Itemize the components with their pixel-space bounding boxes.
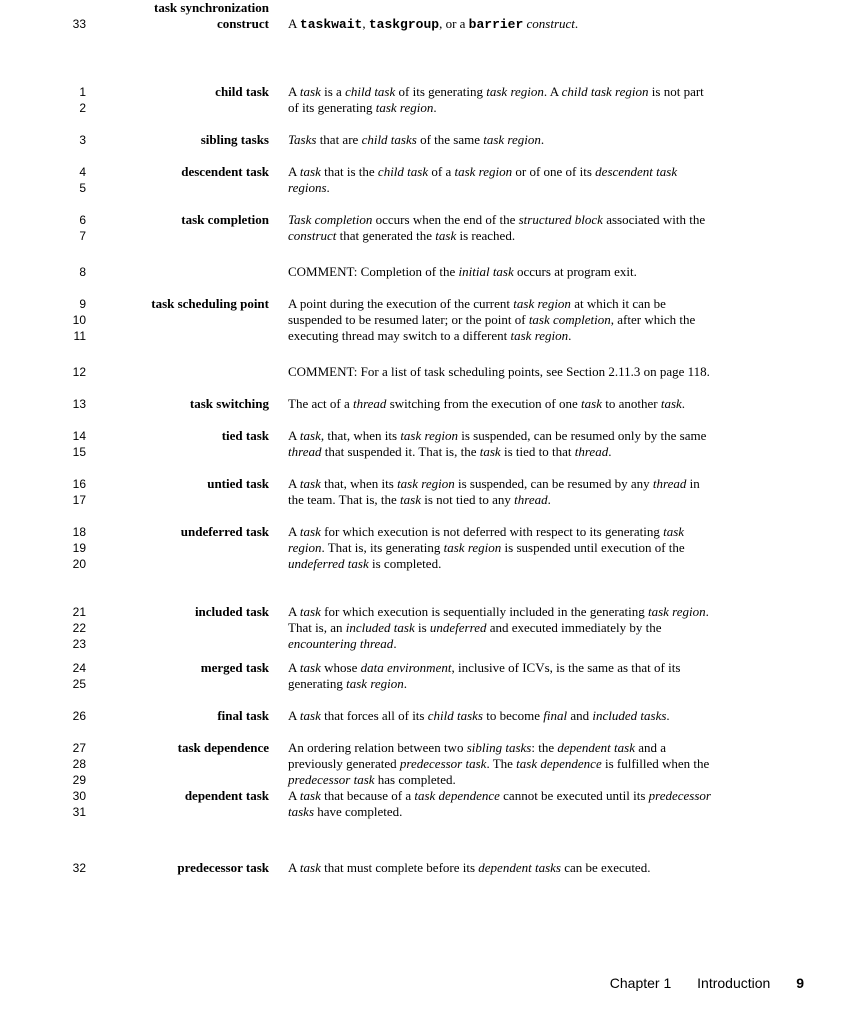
line-numbers (62, 364, 86, 380)
text-run: . (547, 492, 551, 507)
emphasized-term: structured block (518, 212, 603, 227)
line-numbers (62, 860, 86, 876)
text-run: that suspended it. That is, the (321, 444, 480, 459)
text-run: A (288, 428, 300, 443)
term-text: task switching (189, 396, 269, 411)
line-number: 1 (79, 85, 86, 99)
term-text: merged task (200, 660, 269, 675)
text-run: have completed. (314, 804, 403, 819)
line-number: 7 (79, 229, 86, 243)
glossary-term (222, 428, 269, 444)
definition-line (288, 212, 806, 228)
emphasized-term: data environment (360, 660, 452, 675)
code-keyword: taskgroup (368, 17, 440, 32)
emphasized-term: task (660, 396, 682, 411)
term-text: task completion (181, 212, 269, 227)
emphasized-term: task region (647, 604, 706, 619)
text-run: switching from the execution of one (386, 396, 582, 411)
line-number: 18 (72, 525, 86, 539)
glossary-term (195, 604, 269, 620)
emphasized-term: child task (377, 164, 429, 179)
text-run: An ordering relation between two (288, 740, 467, 755)
term-text: included task (194, 604, 269, 619)
term-text: child task (215, 84, 269, 99)
emphasized-term: construct (526, 16, 575, 31)
emphasized-term: task region (510, 328, 569, 343)
definition-line (288, 620, 806, 636)
definition-line (288, 676, 806, 692)
definition-line (288, 264, 806, 280)
definition-line (288, 180, 806, 196)
emphasized-term: included task (345, 620, 415, 635)
emphasized-term: task dependence (516, 756, 602, 771)
page-footer (588, 975, 804, 991)
text-run: or of one of its (512, 164, 596, 179)
emphasized-term: thread (352, 396, 387, 411)
emphasized-term: task region (513, 296, 571, 311)
emphasized-term: predecessor task (399, 756, 487, 771)
definition-line (288, 296, 806, 312)
emphasized-term: task (435, 228, 457, 243)
text-run: and (567, 708, 593, 723)
text-run: to become (482, 708, 544, 723)
glossary-term (217, 708, 269, 724)
definition-line (288, 312, 806, 328)
line-number: 22 (72, 621, 86, 635)
emphasized-term: construct (288, 228, 337, 243)
emphasized-term: child task region (561, 84, 649, 99)
definition-line (288, 84, 806, 100)
line-numbers (62, 264, 86, 280)
emphasized-term: initial task (458, 264, 514, 279)
definition-line (288, 364, 806, 380)
emphasized-term: regions (288, 180, 327, 195)
glossary-definition (288, 264, 806, 280)
glossary-definition (288, 788, 806, 820)
text-run: is suspended until execution of the (501, 540, 685, 555)
text-run: A point during the execution of the current (288, 296, 514, 311)
text-run: associated with the (602, 212, 706, 227)
text-run: is not part (648, 84, 704, 99)
emphasized-term: Task completion (288, 212, 373, 227)
text-run: that are (316, 132, 362, 147)
term-text: task scheduling point (151, 296, 269, 311)
definition-line (288, 756, 806, 772)
definition-line (288, 772, 806, 788)
glossary-term (178, 740, 269, 756)
line-numbers (62, 476, 86, 508)
line-number: 2 (79, 101, 86, 115)
definition-line (288, 524, 806, 540)
text-run: is (414, 620, 430, 635)
text-run: that because of a (320, 788, 415, 803)
glossary-definition (288, 164, 806, 196)
definition-line (288, 492, 806, 508)
glossary-definition (288, 740, 806, 788)
emphasized-term: dependent tasks (478, 860, 561, 875)
glossary-term (151, 296, 269, 312)
emphasized-term: task completion (528, 312, 611, 327)
emphasized-term: Tasks (288, 132, 317, 147)
text-run: is suspended, can be resumed by any (454, 476, 653, 491)
text-run: , after which the (610, 312, 696, 327)
footer-chapter: Chapter 1 (609, 975, 672, 991)
line-number: 10 (72, 313, 86, 327)
code-keyword: taskwait (299, 17, 363, 32)
line-numbers (62, 84, 86, 116)
text-run: . The (486, 756, 517, 771)
glossary-term (185, 788, 269, 804)
emphasized-term: task region (483, 132, 541, 147)
line-number: 19 (72, 541, 86, 555)
text-run: of its generating (288, 100, 376, 115)
text-run: can be executed. (560, 860, 651, 875)
line-numbers (62, 788, 86, 820)
definition-line (288, 636, 806, 652)
emphasized-term: task (299, 524, 321, 539)
text-run: . A (543, 84, 562, 99)
term-text: predecessor task (177, 860, 269, 875)
term-text: untied task (207, 476, 269, 491)
emphasized-term: task region (486, 84, 544, 99)
text-run: , that, when its (320, 428, 401, 443)
text-run: at which it can be (570, 296, 666, 311)
text-run: . (705, 604, 709, 619)
glossary-term (181, 164, 269, 180)
emphasized-term: task (299, 84, 321, 99)
text-run: in (686, 476, 700, 491)
text-run: generating (288, 676, 347, 691)
emphasized-term: task (663, 524, 685, 539)
text-run: A (288, 604, 300, 619)
text-run: that forces all of its (320, 708, 428, 723)
emphasized-term: child tasks (361, 132, 417, 147)
line-number: 20 (72, 557, 86, 571)
text-run: and a (634, 740, 667, 755)
emphasized-term: sibling tasks (466, 740, 532, 755)
line-numbers (62, 740, 86, 788)
line-number: 29 (72, 773, 86, 787)
text-run: A (288, 164, 300, 179)
definition-line (288, 132, 806, 148)
definition-line (288, 328, 806, 344)
emphasized-term: thread (514, 492, 548, 507)
definition-line (288, 788, 806, 804)
line-numbers (62, 164, 86, 196)
text-run: A (288, 476, 300, 491)
glossary-definition (288, 660, 806, 692)
glossary-definition (288, 428, 806, 460)
line-number: 30 (72, 789, 86, 803)
term-text: tied task (221, 428, 269, 443)
emphasized-term: task (299, 476, 321, 491)
text-run: occurs when the end of the (372, 212, 519, 227)
text-run: that is the (320, 164, 378, 179)
emphasized-term: task (299, 604, 321, 619)
glossary-term (215, 84, 269, 100)
line-number: 24 (72, 661, 86, 675)
line-number: 15 (72, 445, 86, 459)
text-run: . (568, 328, 572, 343)
text-run: A (288, 524, 300, 539)
text-run: that generated the (336, 228, 436, 243)
definition-line (288, 740, 806, 756)
term-text: descendent task (181, 164, 269, 179)
line-number: 25 (72, 677, 86, 691)
term-text: final task (217, 708, 269, 723)
text-run: A (288, 84, 300, 99)
emphasized-term: task dependence (414, 788, 500, 803)
definition-line (288, 100, 806, 116)
definition-line (288, 804, 806, 820)
emphasized-term: undeferred (429, 620, 487, 635)
line-number: 26 (72, 709, 86, 723)
glossary-term (177, 860, 269, 876)
line-numbers (62, 396, 86, 412)
line-numbers (62, 132, 86, 148)
emphasized-term: undeferred task (288, 556, 369, 571)
text-run: and executed immediately by the (486, 620, 662, 635)
text-run: . That is, its generating (321, 540, 444, 555)
text-run: . (326, 180, 330, 195)
glossary-definition (288, 708, 806, 724)
emphasized-term: region (288, 540, 322, 555)
glossary-definition (288, 132, 806, 148)
text-run: whose (320, 660, 361, 675)
emphasized-term: dependent task (557, 740, 635, 755)
text-run: COMMENT: For a list of task scheduling points, see Section 2.11.3 on page 118. (288, 364, 710, 379)
glossary-definition (288, 396, 806, 412)
text-run: . (681, 396, 686, 411)
line-number: 16 (72, 477, 86, 491)
emphasized-term: task (400, 492, 421, 507)
text-run: executing thread may switch to a different (288, 328, 511, 343)
text-run: . (574, 16, 579, 31)
glossary-term (181, 212, 269, 228)
line-numbers (62, 428, 86, 460)
emphasized-term: task (479, 444, 501, 459)
emphasized-term: predecessor task (288, 772, 375, 787)
line-numbers (62, 16, 86, 32)
line-number: 6 (79, 213, 86, 227)
line-number: 32 (72, 861, 86, 875)
text-run: to another (601, 396, 661, 411)
text-run: is a (320, 84, 346, 99)
glossary-definition (288, 84, 806, 116)
line-number: 8 (79, 265, 86, 279)
definition-line (288, 540, 806, 556)
text-run: A (288, 788, 300, 803)
text-run: is reached. (456, 228, 516, 243)
glossary-term (201, 660, 269, 676)
glossary-definition (288, 524, 806, 572)
text-run: for which execution is not deferred with respect to its generating (320, 524, 664, 539)
text-run: the team. That is, the (288, 492, 401, 507)
term-text: sibling tasks (200, 132, 269, 147)
text-run: , or a (439, 16, 469, 31)
footer-title: Introduction (697, 975, 771, 991)
glossary-term (154, 0, 269, 32)
emphasized-term: task region (443, 540, 502, 555)
line-number: 9 (79, 297, 86, 311)
text-run: That is, an (288, 620, 346, 635)
text-run: A (288, 708, 300, 723)
text-run: previously generated (288, 756, 400, 771)
line-numbers (62, 524, 86, 572)
emphasized-term: included tasks (592, 708, 667, 723)
definition-line (288, 660, 806, 676)
text-run: . (540, 132, 545, 147)
glossary-term (207, 476, 269, 492)
emphasized-term: task region (375, 100, 434, 115)
text-run: for which execution is sequentially included in the generating (320, 604, 648, 619)
emphasized-term: thread (574, 444, 609, 459)
line-number: 3 (79, 133, 86, 147)
page-number: 9 (796, 975, 804, 991)
emphasized-term: tasks (288, 804, 314, 819)
emphasized-term: task region (400, 428, 458, 443)
line-number: 28 (72, 757, 86, 771)
term-text: task dependence (177, 740, 269, 755)
text-run: . (433, 100, 437, 115)
text-run: is suspended, can be resumed only by the same (457, 428, 707, 443)
definition-line (288, 396, 806, 412)
definition-line (288, 428, 806, 444)
text-run: The act of a (288, 396, 353, 411)
text-run: has completed. (374, 772, 456, 787)
text-run: is tied to that (500, 444, 575, 459)
emphasized-term: task (299, 164, 321, 179)
emphasized-term: predecessor (648, 788, 711, 803)
emphasized-term: child task (345, 84, 396, 99)
line-numbers (62, 660, 86, 692)
code-keyword: barrier (468, 17, 524, 32)
glossary-definition (288, 364, 806, 380)
text-run: suspended to be resumed later; or the point of (288, 312, 529, 327)
text-run: is completed. (368, 556, 442, 571)
line-number: 11 (73, 329, 86, 343)
emphasized-term: task (581, 396, 602, 411)
emphasized-term: task (299, 788, 321, 803)
text-run: that, when its (320, 476, 398, 491)
text-run: : the (531, 740, 558, 755)
line-number: 5 (79, 181, 86, 195)
line-numbers (62, 708, 86, 724)
term-text: task synchronization (154, 0, 269, 15)
definition-line (288, 708, 806, 724)
text-run: of a (428, 164, 455, 179)
line-number: 17 (72, 493, 86, 507)
text-run: of its generating (395, 84, 487, 99)
line-number: 4 (79, 165, 86, 179)
emphasized-term: task (299, 428, 321, 443)
emphasized-term: thread (288, 444, 322, 459)
emphasized-term: task region (454, 164, 513, 179)
text-run: A (288, 16, 300, 31)
glossary-definition (288, 296, 806, 344)
line-number: 12 (72, 365, 86, 379)
line-number: 14 (72, 429, 86, 443)
definition-line (288, 444, 806, 460)
definition-line (288, 860, 806, 876)
emphasized-term: child tasks (427, 708, 483, 723)
text-run: that must complete before its (320, 860, 479, 875)
glossary-definition (288, 16, 806, 33)
definition-line (288, 16, 806, 33)
definition-line (288, 164, 806, 180)
term-text: construct (217, 16, 269, 31)
line-number: 23 (72, 637, 86, 651)
text-run: of the same (416, 132, 484, 147)
text-run: COMMENT: Completion of the (288, 264, 459, 279)
glossary-term (181, 524, 269, 540)
emphasized-term: final (543, 708, 568, 723)
glossary-definition (288, 476, 806, 508)
line-number: 27 (72, 741, 86, 755)
line-number: 21 (72, 605, 86, 619)
text-run: . (393, 636, 397, 651)
text-run: . (608, 444, 612, 459)
emphasized-term: task (299, 860, 321, 875)
definition-line (288, 228, 806, 244)
text-run: , inclusive of ICVs, is the same as that of its (451, 660, 681, 675)
definition-line (288, 556, 806, 572)
term-text: undeferred task (180, 524, 269, 539)
emphasized-term: encountering thread (288, 636, 394, 651)
emphasized-term: task (299, 708, 321, 723)
line-numbers (62, 212, 86, 244)
line-numbers (62, 296, 86, 344)
text-run: is not tied to any (421, 492, 515, 507)
emphasized-term: task region (397, 476, 455, 491)
text-run: A (288, 660, 300, 675)
line-number: 13 (72, 397, 86, 411)
glossary-term (201, 132, 269, 148)
line-number: 33 (72, 17, 86, 31)
text-run: occurs at program exit. (513, 264, 637, 279)
text-run: . (666, 708, 670, 723)
term-text: dependent task (184, 788, 269, 803)
glossary-definition (288, 212, 806, 244)
text-run: cannot be executed until its (499, 788, 649, 803)
emphasized-term: descendent task (595, 164, 678, 179)
line-number: 31 (72, 805, 86, 819)
text-run: . (403, 676, 408, 691)
text-run: , (362, 16, 369, 31)
glossary-definition (288, 604, 806, 652)
text-run: is fulfilled when the (601, 756, 710, 771)
emphasized-term: thread (652, 476, 687, 491)
glossary-term (190, 396, 269, 412)
emphasized-term: task region (346, 676, 404, 691)
definition-line (288, 604, 806, 620)
line-numbers (62, 604, 86, 652)
emphasized-term: task (299, 660, 321, 675)
text-run: A (288, 860, 300, 875)
definition-line (288, 476, 806, 492)
glossary-definition (288, 860, 806, 876)
